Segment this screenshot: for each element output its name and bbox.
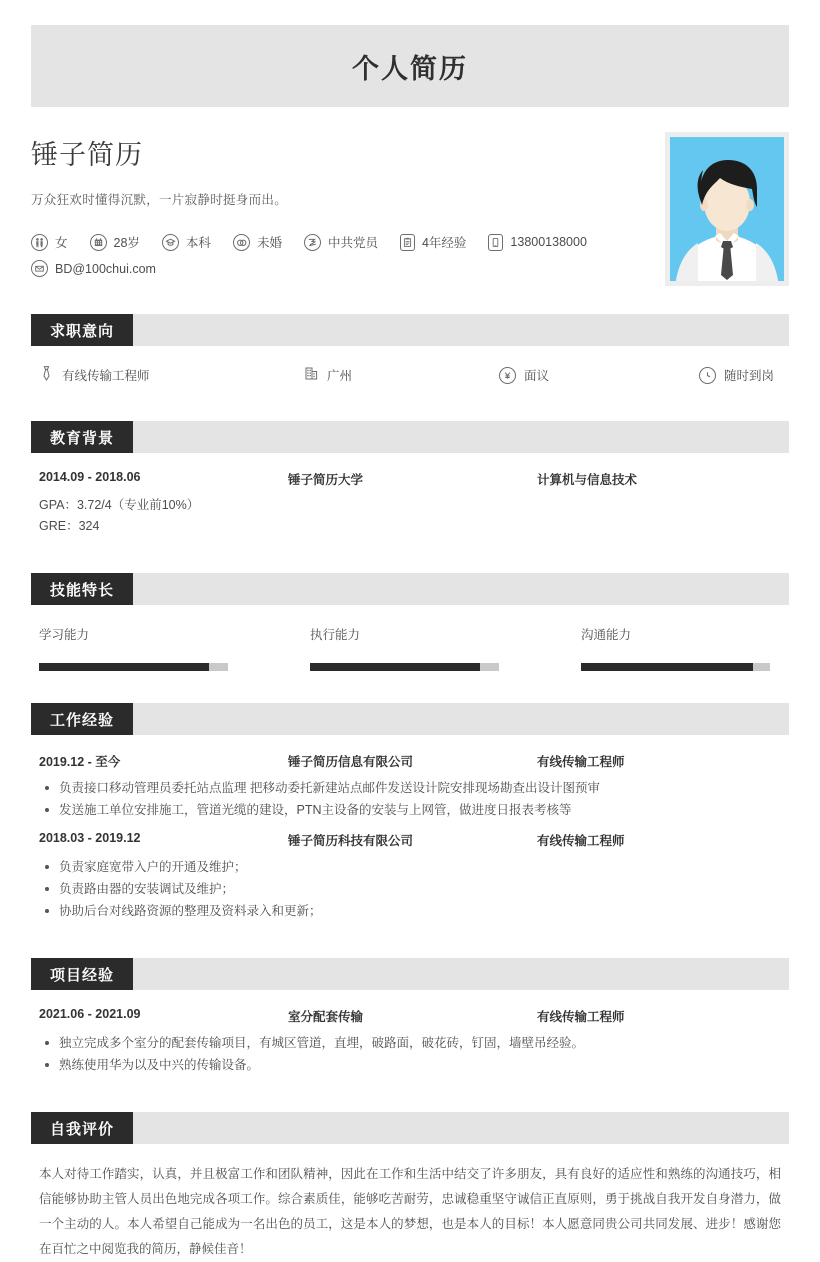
work-bullet: 发送施工单位安排施工，管道光缆的建设，PTN主设备的安装与上网管，做进度日报表考核等 [39, 799, 781, 821]
education-icon [162, 234, 179, 251]
project-date: 2021.06 - 2021.09 [39, 1007, 141, 1021]
work-bullet: 负责路由器的安装调试及维护； [39, 878, 781, 900]
meta-email [31, 260, 156, 277]
work-date: 2019.12 - 至今 [39, 755, 121, 769]
person-name: 锤子简历 [31, 140, 143, 170]
skill-label: 学习能力 [39, 628, 90, 642]
project-bullet: 独立完成多个室分的配套传输项目，有城区管道，直埋，破路面，破花砖，钉固，墙壁吊经验。 [39, 1032, 781, 1054]
document-title-banner [31, 25, 789, 107]
intention-salary [499, 366, 699, 384]
meta-experience [400, 233, 466, 251]
page-title: 个人简历 [352, 53, 468, 84]
work-company: 锤子简历科技有限公司 [288, 834, 414, 848]
meta-experience-value: 4年经验 [421, 236, 467, 250]
education-major: 计算机与信息技术 [537, 473, 638, 487]
intention-position [39, 365, 304, 385]
tie-icon [39, 365, 54, 385]
project-role: 有线传输工程师 [537, 1010, 625, 1024]
meta-political-status-value: 中共党员 [327, 236, 378, 250]
work-entry-head [39, 752, 781, 770]
meta-age-value: 28岁 [113, 236, 140, 250]
job-intention-content [31, 346, 789, 399]
section-title-skills: 技能特长 [31, 573, 133, 605]
skill-progress-track [39, 663, 228, 671]
work-experience-content [31, 735, 789, 936]
intention-city-value: 广州 [327, 369, 353, 383]
meta-education-value: 本科 [185, 236, 211, 250]
section-title-self-evaluation: 自我评价 [31, 1112, 133, 1144]
party-icon [304, 234, 321, 251]
work-bullet: 负责家庭宽带入户的开通及维护； [39, 856, 781, 878]
project-entry [39, 1007, 781, 1076]
profile-tagline: 万众狂欢时懂得沉默，一片寂静时挺身而出。 [31, 193, 288, 207]
phone-icon [488, 234, 503, 251]
section-title-work-experience: 工作经验 [31, 703, 133, 735]
work-entry [39, 831, 781, 922]
work-company: 锤子简历信息有限公司 [288, 755, 414, 769]
profile-meta [31, 233, 621, 277]
work-entry [39, 752, 781, 821]
skill-item [39, 625, 310, 671]
section-header-job-intention [31, 314, 789, 346]
work-entry-head [39, 831, 781, 849]
section-title-job-intention: 求职意向 [31, 314, 133, 346]
intention-availability-value: 随时到岗 [724, 369, 775, 383]
skill-progress-track [581, 663, 770, 671]
calendar-icon [90, 234, 107, 251]
work-bullet: 协助后台对线路资源的整理及资料录入和更新； [39, 900, 781, 922]
building-icon [304, 365, 319, 385]
work-role: 有线传输工程师 [537, 834, 625, 848]
project-experience-content [31, 990, 789, 1090]
intention-availability [699, 366, 774, 384]
meta-marital-status [233, 233, 282, 251]
education-content [31, 453, 789, 551]
skill-item [310, 625, 581, 671]
section-title-education: 教育背景 [31, 421, 133, 453]
self-evaluation-text: 本人对待工作踏实，认真，并且极富工作和团队精神，因此在工作和生活中结交了许多朋友，具有良好的适应性和熟练的沟通技巧，相信能够协助主管人员出色地完成各项工作。综合素质佳，能够吃苦耐劳，忠诚稳重坚守诚信正直原则，勇于挑战自我开发自身潜力，做一个主动的人。本人希望自己能成为一名出色的员工，这是本人的梦想，也是本人的目标！本人愿意同贵公司共同发展、进步！感谢您在百忙之中阅览我的简历，静候佳音！ [39, 1167, 781, 1256]
work-role: 有线传输工程师 [537, 755, 625, 769]
section-header-work-experience [31, 703, 789, 735]
section-header-self-evaluation [31, 1112, 789, 1144]
experience-icon [400, 234, 415, 251]
section-header-education [31, 421, 789, 453]
skill-item [581, 625, 820, 671]
marital-status-icon [233, 234, 250, 251]
skill-progress-fill [39, 663, 209, 671]
section-title-project-experience: 项目经验 [31, 958, 133, 990]
profile-meta-row-1 [31, 233, 621, 251]
profile-meta-row-2 [31, 260, 621, 277]
work-date: 2018.03 - 2019.12 [39, 831, 141, 845]
email-icon [31, 260, 48, 277]
gender-icon [31, 234, 48, 251]
meta-phone [488, 234, 586, 251]
meta-marital-status-value: 未婚 [256, 236, 282, 250]
education-entry [39, 470, 781, 537]
skills-content [31, 605, 789, 681]
meta-phone-value: 13800138000 [510, 235, 587, 249]
skill-label: 执行能力 [310, 628, 361, 642]
skill-progress-fill [310, 663, 480, 671]
education-school: 锤子简历大学 [288, 473, 364, 487]
intention-position-value: 有线传输工程师 [62, 369, 150, 383]
meta-gender-value: 女 [55, 236, 68, 250]
meta-email-value: BD@100chui.com [55, 261, 156, 276]
work-bullet: 负责接口移动管理员委托站点监理 把移动委托新建站点邮件发送设计院安排现场勘查出设计图预审 [39, 777, 781, 799]
resume-page [0, 25, 820, 1256]
yen-icon [499, 367, 516, 384]
intention-salary-value: 面议 [524, 369, 550, 383]
intention-city [304, 365, 499, 385]
meta-age [90, 233, 140, 251]
profile-section [31, 107, 789, 292]
work-bullets [39, 777, 781, 821]
education-details [39, 495, 781, 537]
project-entry-head [39, 1007, 781, 1025]
work-bullets [39, 856, 781, 922]
project-name: 室分配套传输 [288, 1010, 364, 1024]
project-bullets [39, 1032, 781, 1076]
project-bullet: 熟练使用华为以及中兴的传输设备。 [39, 1054, 781, 1076]
education-date: 2014.09 - 2018.06 [39, 470, 141, 484]
clock-icon [699, 367, 716, 384]
meta-education [162, 233, 211, 251]
profile-details [31, 129, 621, 286]
section-header-skills [31, 573, 789, 605]
avatar-frame [665, 132, 789, 286]
education-entry-head [39, 470, 781, 488]
skill-progress-track [310, 663, 499, 671]
section-header-project-experience [31, 958, 789, 990]
education-gre: GRE：324 [39, 519, 100, 533]
skill-label: 沟通能力 [581, 628, 632, 642]
skill-progress-fill [581, 663, 753, 671]
meta-gender [31, 233, 68, 251]
avatar-photo [670, 137, 784, 281]
meta-political-status [304, 233, 378, 251]
education-gpa: GPA：3.72/4（专业前10%） [39, 498, 200, 512]
